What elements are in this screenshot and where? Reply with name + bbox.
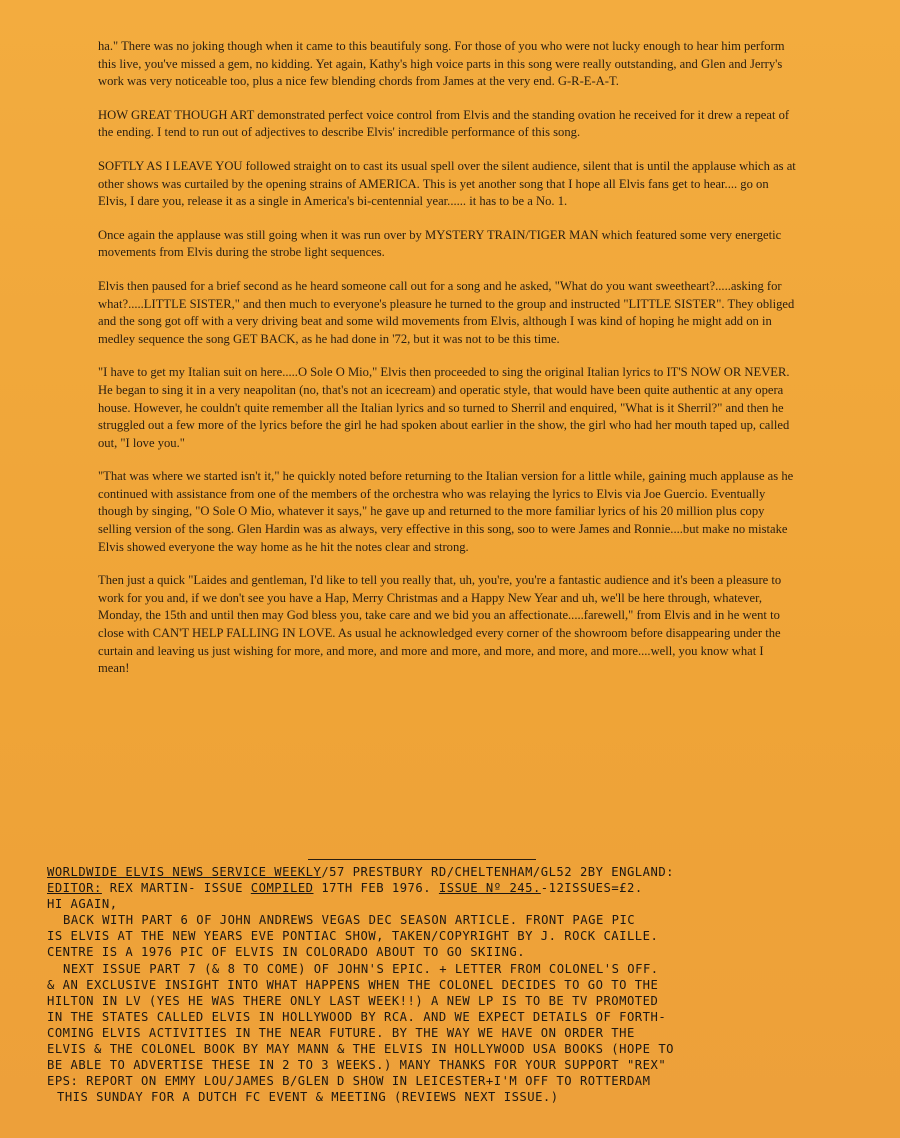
footer-line: IN THE STATES CALLED ELVIS IN HOLLYWOOD BY RCA. AND WE EXPECT DETAILS OF FORTH- — [47, 1009, 667, 1024]
article-paragraph: SOFTLY AS I LEAVE YOU followed straight on to cast its usual spell over the silent audience, silent that is until the applause which as at other shows was curtailed by the opening strains of AMERICA. This is yet another song that I hope all Elvis fans get to hear.... go on Elvis, I dare you, release it as a single in America's bi-centennial year...... it has to be a No. 1. — [98, 158, 796, 209]
footer-line: BACK WITH PART 6 OF JOHN ANDREWS VEGAS DEC SEASON ARTICLE. FRONT PAGE PIC — [63, 913, 636, 928]
article-paragraph: "That was where we started isn't it," he quickly noted before returning to the Italian version for a little while, gaining much applause as he continued with assistance from one of the members of the orchestra who was relaying the lyrics to Elvis via Joe Guercio. Eventually though by singing, "O Sole O Mio, whatever it says," he gave up and returned to the more familiar lyrics of his 20 million plus copy selling version of the song. Glen Hardin was as always, very effective in this song, soo to were James and Ronnie....but make no mistake Elvis showed everyone the way home as he hit the notes clear and strong. — [98, 469, 794, 554]
issue-price: -12ISSUES=£2. — [540, 881, 643, 896]
article-paragraph: "I have to get my Italian suit on here.....O Sole O Mio," Elvis then proceeded to sing the original Italian lyrics to IT'S NOW OR NEVER. He began to sing it in a very neapolitan (no, that's not an icecream) and operatic style, that would have been quite authentic at any opera house. However, he couldn't quite remember all the Italian lyrics and so turned to Sherril and enquired, "What is it Sherril?" and then he struggled out a few more of the lyrics before the girl he had spoken about earlier in the show, the girl who had her mouth taped up, called out, "I love you." — [98, 365, 790, 450]
footer-line: COMING ELVIS ACTIVITIES IN THE NEAR FUTURE. BY THE WAY WE HAVE ON ORDER THE — [47, 1025, 635, 1040]
article-paragraph: Elvis then paused for a brief second as he heard someone call out for a song and he asked, "What do you want sweetheart?.....asking for what?.....LITTLE SISTER," and then much to everyone's pleasure he turned to the group and instructed "LITTLE SISTER". They obliged and the song got off with a very driving beat and some wild movements from Elvis, although I was kind of hoping he might add on in medley sequence the song GET BACK, as he had done in '72, but it was not to be this time. — [98, 278, 795, 346]
footer-line: THIS SUNDAY FOR A DUTCH FC EVENT & MEETING (REVIEWS NEXT ISSUE.) — [57, 1090, 559, 1105]
compiled-label: COMPILED — [250, 881, 314, 896]
article-paragraph: HOW GREAT THOUGH ART demonstrated perfect voice control from Elvis and the standing ovation he received for it drew a repeat of the ending. I tend to run out of adjectives to describe Elvis' incredible performance of this song. — [98, 107, 790, 140]
issue-label: ISSUE Nº 245. — [438, 881, 541, 896]
compiled-date: 17TH FEB 1976. — [313, 881, 439, 896]
footer-line: BE ABLE TO ADVERTISE THESE IN 2 TO 3 WEEKS.) MANY THANKS FOR YOUR SUPPORT "REX" — [47, 1058, 667, 1073]
editor-label: EDITOR: — [47, 881, 102, 896]
masthead-line — [47, 864, 807, 880]
masthead-title: WORLDWIDE ELVIS NEWS SERVICE WEEKLY — [47, 865, 322, 879]
footer-line: & AN EXCLUSIVE INSIGHT INTO WHAT HAPPENS WHEN THE COLONEL DECIDES TO GO TO THE — [47, 977, 659, 992]
footer-line: HI AGAIN, — [47, 897, 118, 912]
footer-line: EPS: REPORT ON EMMY LOU/JAMES B/GLEN D SHOW IN LEICESTER+I'M OFF TO ROTTERDAM — [47, 1074, 651, 1089]
footer-line: IS ELVIS AT THE NEW YEARS EVE PONTIAC SHOW, TAKEN/COPYRIGHT BY J. ROCK CAILLE. — [47, 929, 659, 944]
article-paragraph: Then just a quick "Laides and gentleman, I'd like to tell you really that, uh, you're, you're a fantastic audience and it's been a pleasure to work for you and, if we don't see you have a Hap, Merry Christmas and a Happy New Year and uh, we'll be here through, whatever, Monday, the 15th and until then may God bless you, take care and we bid you an affectionate.....farewell," from Elvis and in he went to close with CAN'T HELP FALLING IN LOVE. As usual he acknowledged every corner of the showroom before disappearing under the curtain and leaving us just wishing for more, and more, and more and more, and more, and more, and more....well, you know what I mean! — [98, 573, 782, 676]
footer-line: CENTRE IS A 1976 PIC OF ELVIS IN COLORADO ABOUT TO GO SKIING. — [47, 945, 526, 960]
article-paragraph: ha." There was no joking though when it came to this beautifuly song. For those of you who were not lucky enough to hear him perform this live, you've missed a gem, no kidding. Yet again, Kathy's high voice parts in this song were really outstanding, and Glen and Jerry's work was very noticeable too, plus a nice few blending chords from James at the very end. G-R-E-A-T. — [98, 39, 785, 89]
footer-line: HILTON IN LV (YES HE WAS THERE ONLY LAST WEEK!!) A NEW LP IS TO BE TV PROMOTED — [47, 993, 659, 1008]
editor-name: REX MARTIN- ISSUE — [101, 881, 251, 896]
newsletter-footer — [47, 864, 807, 1105]
editor-line — [47, 880, 807, 896]
section-divider — [308, 859, 536, 860]
article-body — [98, 38, 798, 694]
footer-line: NEXT ISSUE PART 7 (& 8 TO COME) OF JOHN'S EPIC. + LETTER FROM COLONEL'S OFF. — [63, 961, 659, 976]
article-paragraph: Once again the applause was still going when it was run over by MYSTERY TRAIN/TIGER MAN which featured some very energetic movements from Elvis during the strobe light sequences. — [98, 227, 782, 260]
masthead-address: /57 PRESTBURY RD/CHELTENHAM/GL52 2BY ENGLAND: — [321, 865, 674, 879]
footer-line: ELVIS & THE COLONEL BOOK BY MAY MANN & THE ELVIS IN HOLLYWOOD USA BOOKS (HOPE TO — [47, 1042, 674, 1057]
